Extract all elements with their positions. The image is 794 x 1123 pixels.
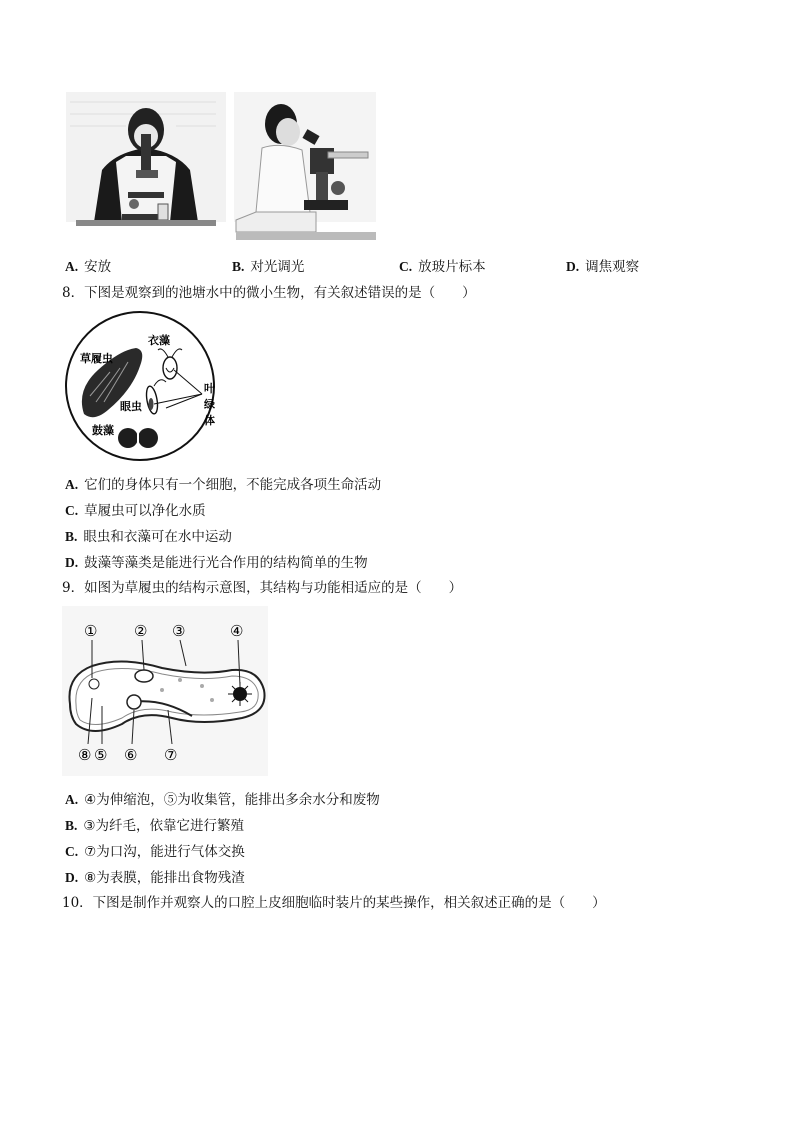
label-chloroplast-3: 体: [204, 414, 215, 427]
q10-stem: 10．下图是制作并观察人的口腔上皮细胞临时装片的某些操作，相关叙述正确的是（ ）: [62, 895, 606, 911]
q9-option-d[interactable]: D. ⑧为表膜，能排出食物残渣: [65, 870, 245, 886]
q8-stem: 8．下图是观察到的池塘水中的微小生物，有关叙述错误的是（ ）: [62, 285, 476, 301]
pond-microorganisms-figure: [62, 306, 222, 466]
q8-option-d[interactable]: D. 鼓藻等藻类是能进行光合作用的结构简单的生物: [65, 555, 368, 571]
label-chloroplast-1: 叶: [204, 382, 215, 395]
label-5: ⑤: [94, 746, 108, 764]
label-7: ⑦: [164, 746, 178, 764]
q7-option-b[interactable]: B. 对光调光: [232, 259, 305, 275]
q9-option-a[interactable]: A. ④为伸缩泡，⑤为收集管，能排出多余水分和废物: [65, 792, 380, 808]
q8-option-c[interactable]: C. 草履虫可以净化水质: [65, 503, 206, 519]
paramecium-structure-figure: [62, 606, 268, 776]
q9-option-c[interactable]: C. ⑦为口沟，能进行气体交换: [65, 844, 245, 860]
microscope-photo: [66, 92, 376, 244]
label-2: ②: [134, 622, 148, 640]
q8-option-b[interactable]: B. 眼虫和衣藻可在水中运动: [65, 529, 232, 545]
q7-option-d[interactable]: D. 调焦观察: [566, 259, 640, 275]
q9-stem: 9．如图为草履虫的结构示意图，其结构与功能相适应的是（ ）: [62, 580, 463, 596]
label-8: ⑧: [78, 746, 92, 764]
q9-option-b[interactable]: B. ③为纤毛，依靠它进行繁殖: [65, 818, 244, 834]
q7-option-c[interactable]: C. 放玻片标本: [399, 259, 486, 275]
desmid-drawing: [118, 428, 158, 448]
label-desmid: 鼓藻: [92, 424, 114, 437]
q8-option-a[interactable]: A. 它们的身体只有一个细胞，不能完成各项生命活动: [65, 477, 382, 493]
label-euglena: 眼虫: [120, 400, 142, 413]
label-1: ①: [84, 622, 98, 640]
label-3: ③: [172, 622, 186, 640]
label-paramecium: 草履虫: [80, 352, 113, 365]
label-4: ④: [230, 622, 244, 640]
q7-option-a[interactable]: A. 安放: [65, 259, 112, 275]
label-6: ⑥: [124, 746, 138, 764]
label-chloroplast-2: 绿: [204, 398, 215, 411]
label-chlamydomonas: 衣藻: [148, 334, 170, 347]
